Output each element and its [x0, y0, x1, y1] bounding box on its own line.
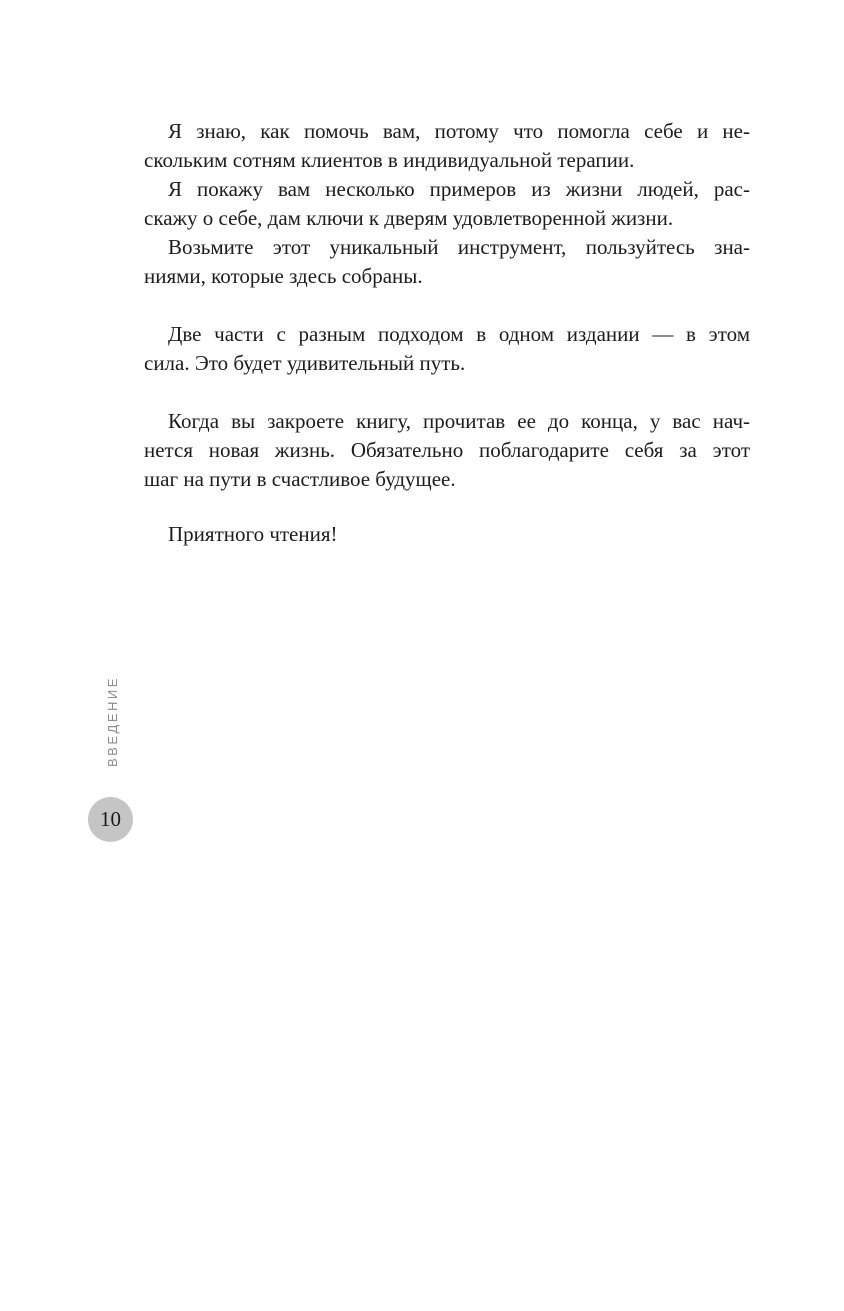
paragraph: [144, 175, 750, 233]
text-line: ниями, которые здесь собраны.: [144, 264, 423, 288]
text-line: Приятного чтения!: [168, 522, 338, 546]
text-line: Когда вы закроете книгу, прочитав ее до конца, у вас нач-: [168, 409, 750, 433]
chapter-sidebar-label: ВВЕДЕНИЕ: [105, 676, 120, 767]
page-number: 10: [100, 807, 121, 831]
paragraph: [144, 520, 750, 549]
text-line: нется новая жизнь. Обязательно поблагодарите себя за этот: [144, 438, 750, 462]
text-line: скольким сотням клиентов в индивидуальной терапии.: [144, 148, 635, 172]
text-line: Я знаю, как помочь вам, потому что помогла себе и не-: [168, 119, 750, 143]
text-line: шаг на пути в счастливое будущее.: [144, 467, 456, 491]
text-line: сила. Это будет удивительный путь.: [144, 351, 466, 375]
text-line: Две части с разным подходом в одном издании — в этом: [168, 322, 750, 346]
page-number-badge: [88, 797, 133, 842]
body-text: [144, 117, 750, 549]
paragraph: [144, 407, 750, 494]
text-line: скажу о себе, дам ключи к дверям удовлетворенной жизни.: [144, 206, 674, 230]
paragraph: [144, 320, 750, 378]
paragraph: [144, 117, 750, 175]
text-line: Возьмите этот уникальный инструмент, пользуйтесь зна-: [168, 235, 750, 259]
paragraph: [144, 233, 750, 291]
text-line: Я покажу вам несколько примеров из жизни людей, рас-: [168, 177, 750, 201]
